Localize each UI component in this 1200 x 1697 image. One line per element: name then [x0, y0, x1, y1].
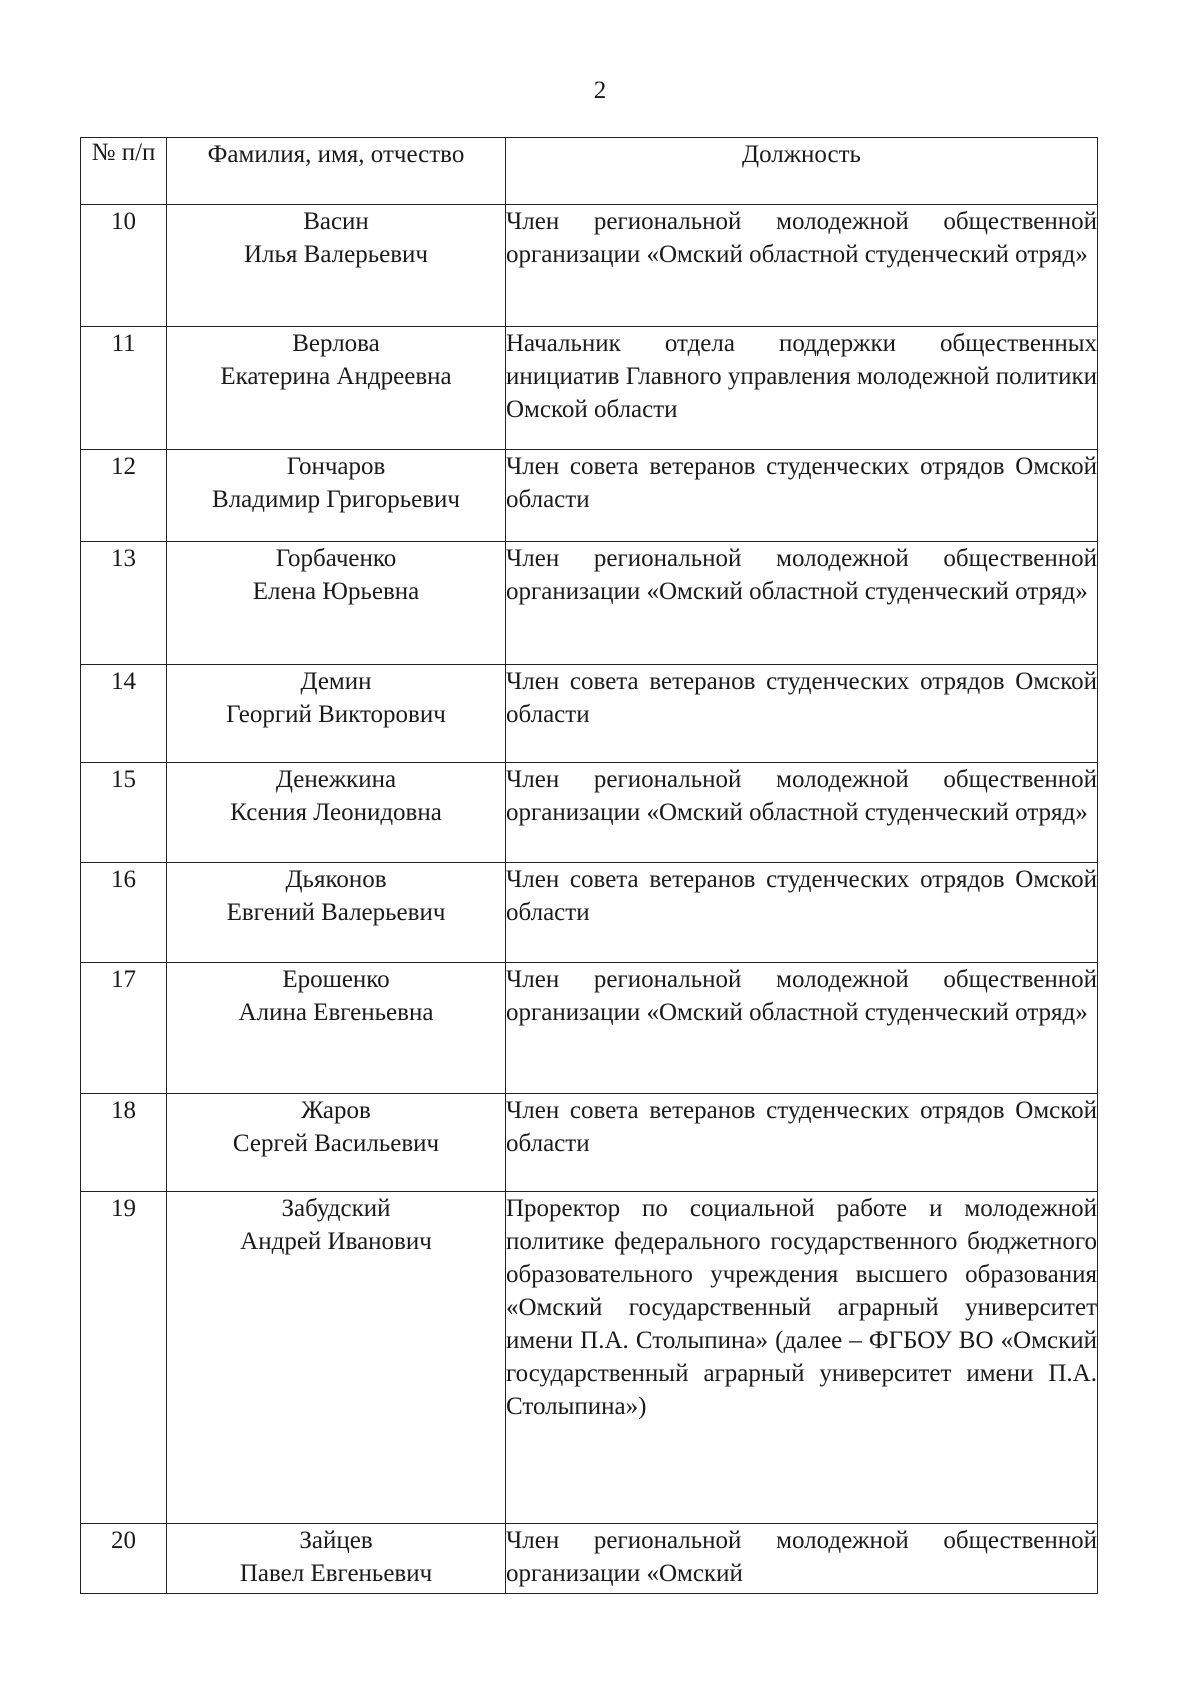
row-surname: Зайцев [299, 1527, 373, 1554]
row-name [167, 763, 506, 863]
row-name [167, 327, 506, 450]
row-name [167, 1192, 506, 1524]
row-given-name: Екатерина Андреевна [220, 363, 452, 390]
row-name [167, 542, 506, 665]
row-given-name: Владимир Григорьевич [212, 486, 460, 513]
row-given-name: Елена Юрьевна [252, 578, 420, 605]
table-row [81, 327, 1098, 450]
row-position: Член совета ветеранов студенческих отрядов Омской области [506, 1094, 1098, 1192]
row-surname: Горбаченко [275, 545, 397, 572]
row-position: Член региональной молодежной общественной организации «Омский областной студенческий отряд» [506, 963, 1098, 1094]
header-position: Должность [506, 138, 1098, 205]
row-surname: Забудский [281, 1195, 391, 1222]
row-surname: Верлова [292, 330, 380, 357]
row-position: Член совета ветеранов студенческих отрядов Омской области [506, 450, 1098, 542]
row-surname: Дьяконов [285, 866, 387, 893]
row-surname: Ерошенко [282, 966, 390, 993]
members-table [80, 137, 1098, 1594]
row-given-name: Георгий Викторович [226, 701, 446, 728]
row-number: 15 [81, 763, 167, 863]
row-number: 12 [81, 450, 167, 542]
row-name [167, 963, 506, 1094]
row-given-name: Ксения Леонидовна [230, 799, 442, 826]
table-row [81, 1192, 1098, 1524]
row-given-name: Павел Евгеньевич [239, 1560, 433, 1587]
row-given-name: Илья Валерьевич [244, 241, 428, 268]
row-position: Член региональной молодежной общественной организации «Омский областной студенческий отряд» [506, 205, 1098, 327]
row-given-name: Сергей Васильевич [232, 1130, 440, 1157]
header-name: Фамилия, имя, отчество [167, 138, 506, 205]
row-name [167, 1094, 506, 1192]
row-number: 20 [81, 1524, 167, 1594]
table-row [81, 963, 1098, 1094]
row-surname: Жаров [301, 1097, 371, 1124]
row-given-name: Андрей Иванович [240, 1228, 432, 1255]
table-row [81, 542, 1098, 665]
table-row [81, 1094, 1098, 1192]
row-number: 18 [81, 1094, 167, 1192]
row-surname: Демин [300, 668, 372, 695]
row-number: 14 [81, 665, 167, 763]
row-number: 17 [81, 963, 167, 1094]
page-number: 2 [593, 77, 607, 104]
row-name [167, 665, 506, 763]
row-surname: Васин [303, 208, 369, 235]
row-name [167, 205, 506, 327]
row-position: Член совета ветеранов студенческих отрядов Омской области [506, 863, 1098, 963]
row-position: Член совета ветеранов студенческих отрядов Омской области [506, 665, 1098, 763]
row-number: 13 [81, 542, 167, 665]
row-position: Проректор по социальной работе и молодежной политике федерального государственного бюджетного образовательного учреждения высшего образования «Омский государственный аграрный университет имени П.А. Столыпина» (далее – ФГБОУ ВО «Омский государственный аграрный университет имени П.А. Столыпина») [506, 1192, 1098, 1524]
table-row [81, 450, 1098, 542]
row-name [167, 1524, 506, 1594]
row-number: 16 [81, 863, 167, 963]
row-surname: Гончаров [286, 453, 386, 480]
row-position: Член региональной молодежной общественной организации «Омский областной студенческий отряд» [506, 542, 1098, 665]
table-row [81, 763, 1098, 863]
header-number: № п/п [81, 138, 167, 205]
row-number: 10 [81, 205, 167, 327]
row-position: Член региональной молодежной общественной организации «Омский областной студенческий отряд» [506, 763, 1098, 863]
row-given-name: Евгений Валерьевич [226, 899, 446, 926]
row-surname: Денежкина [275, 766, 397, 793]
row-number: 11 [81, 327, 167, 450]
table-row [81, 863, 1098, 963]
row-given-name: Алина Евгеньевна [238, 999, 434, 1026]
row-number: 19 [81, 1192, 167, 1524]
table-header-row [81, 138, 1098, 205]
row-position: Начальник отдела поддержки общественных инициатив Главного управления молодежной политики Омской области [506, 327, 1098, 450]
table-row [81, 665, 1098, 763]
row-position: Член региональной молодежной общественной организации «Омский [506, 1524, 1098, 1594]
table-row [81, 1524, 1098, 1594]
row-name [167, 450, 506, 542]
table-row [81, 205, 1098, 327]
row-name [167, 863, 506, 963]
